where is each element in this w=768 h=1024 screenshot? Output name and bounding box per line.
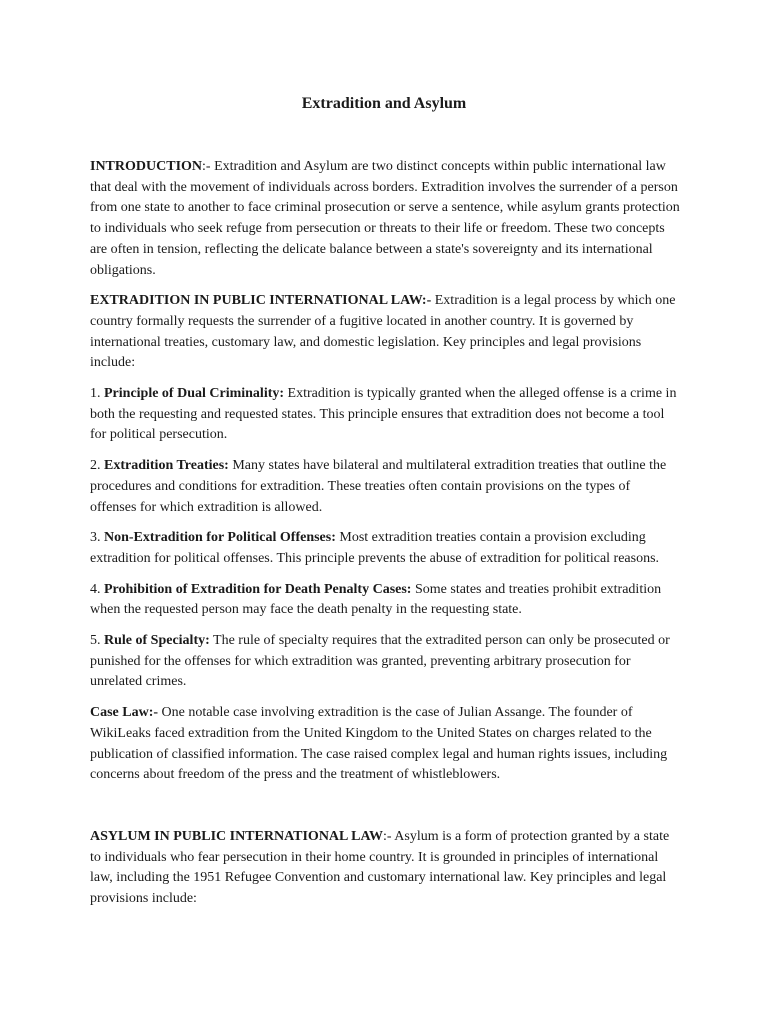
principle-text: Many states have bilateral and multilateral extradition treaties that outline the procedures and conditions for extradition. These treaties often contain provisions on the types of offenses for which extradition is allowed. <box>90 458 667 515</box>
principle-text: Extradition is typically granted when the alleged offense is a crime in both the requesting and requested states. This principle ensures that extradition does not become a tool for political persecution. <box>90 386 677 443</box>
introduction-heading: INTRODUCTION <box>90 159 203 174</box>
principle-number: 1. <box>90 386 104 402</box>
principle-heading: Extradition Treaties: <box>104 458 229 474</box>
principle-number: 2. <box>90 458 104 474</box>
principle-heading: Non-Extradition for Political Offenses: <box>104 530 336 546</box>
asylum-text: :- Asylum is a form of protection granted by a state to individuals who fear persecution in their home country. It is grounded in principles of international law, including the 1951 Refugee Convention and customary international law. Key principles and legal provisions include: <box>90 828 670 907</box>
principle-item <box>90 456 680 518</box>
principle-number: 3. <box>90 530 104 546</box>
extradition-text: Extradition is a legal process by which one country formally requests the surrender of a fugitive located in another country. It is governed by international treaties, customary law, and domestic legislation. Key principles and legal provisions include: <box>90 293 676 371</box>
case-law-heading: Case Law:- <box>90 705 159 721</box>
principle-heading: Prohibition of Extradition for Death Penalty Cases: <box>104 581 412 597</box>
asylum-heading: ASYLUM IN PUBLIC INTERNATIONAL LAW <box>90 828 384 844</box>
principle-item <box>90 580 680 621</box>
principle-heading: Rule of Specialty: <box>104 633 210 649</box>
document-title: Extradition and Asylum <box>301 95 467 112</box>
section-spacer <box>90 796 680 827</box>
case-law-paragraph <box>90 703 680 786</box>
principle-heading: Principle of Dual Criminality: <box>104 386 285 402</box>
extradition-paragraph <box>90 291 680 374</box>
principle-item <box>90 384 680 446</box>
principle-number: 4. <box>90 581 104 597</box>
principle-text: The rule of specialty requires that the extradited person can only be prosecuted or punished for the offenses for which extradition was granted, preventing arbitrary prosecution for unrelated crimes. <box>90 633 670 690</box>
document-body <box>90 157 680 920</box>
extradition-heading: EXTRADITION IN PUBLIC INTERNATIONAL LAW:- <box>90 293 432 309</box>
principle-number: 5. <box>90 633 104 649</box>
principle-text: Some states and treaties prohibit extradition when the requested person may face the death penalty in the requesting state. <box>90 581 662 618</box>
introduction-text: :- Extradition and Asylum are two distinct concepts within public international law that deal with the movement of individuals across borders. Extradition involves the surrender of a person from one state to another to face criminal prosecution or serve a sentence, while asylum grants protection to individuals who seek refuge from persecution or threats to their life or freedom. These two concepts are often in tension, reflecting the delicate balance between a state's sovereignty and its international obligations. <box>90 159 680 278</box>
case-law-text: One notable case involving extradition is the case of Julian Assange. The founder of WikiLeaks faced extradition from the United Kingdom to the United States on charges related to the publication of classified information. The case raised complex legal and human rights issues, including concerns about freedom of the press and the treatment of whistleblowers. <box>90 705 668 783</box>
principle-item <box>90 528 680 569</box>
principle-text: Most extradition treaties contain a provision excluding extradition for political offenses. This principle prevents the abuse of extradition for political reasons. <box>90 530 660 566</box>
principle-item <box>90 631 680 693</box>
introduction-paragraph <box>90 157 680 281</box>
asylum-paragraph <box>90 827 680 910</box>
